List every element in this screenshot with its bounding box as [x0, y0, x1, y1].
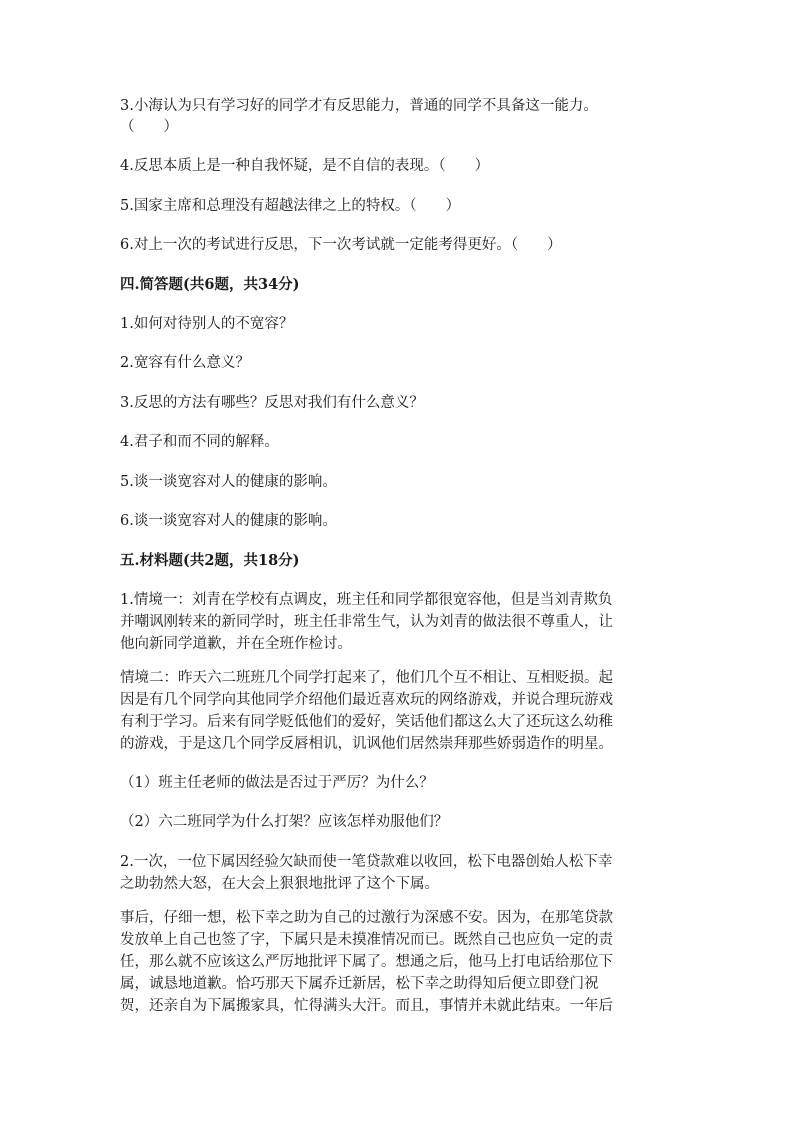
short-answer-5: 5.谈一谈宽容对人的健康的影响。: [120, 474, 337, 490]
question-6: 6.对上一次的考试进行反思，下一次考试就一定能考得更好。（ ）: [120, 237, 562, 253]
material-1-scene-1-line: 他向新同学道歉，并在全班作检讨。: [120, 636, 352, 652]
section-5-title: 五.材料题(共2题，共18分): [120, 552, 300, 569]
question-5: 5.国家主席和总理没有超越法律之上的特权。（ ）: [120, 198, 461, 214]
material-1-question-2: （2）六二班同学为什么打架？应该怎样劝服他们？: [120, 814, 449, 830]
material-2-body-line: 任，那么就不应该这么严厉地批评下属了。想通之后，他马上打电话给那位下: [120, 954, 613, 970]
material-2-body-line: 贺，还亲自为下属搬家具，忙得满头大汗。而且，事情并未就此结束。一年后: [120, 998, 613, 1014]
question-4: 4.反思本质上是一种自我怀疑，是不自信的表现。（ ）: [120, 158, 490, 174]
material-2-body-line: 事后，仔细一想，松下幸之助为自己的过激行为深感不安。因为，在那笔贷款: [120, 910, 613, 926]
material-2-body-line: 发放单上自己也签了字，下属只是未摸准情况而已。既然自己也应负一定的责: [120, 932, 613, 948]
short-answer-1: 1.如何对待别人的不宽容？: [120, 316, 294, 332]
material-1-scene-1-line: 1.情境一：刘青在学校有点调皮，班主任和同学都很宽容他，但是当刘青欺负: [120, 592, 613, 608]
short-answer-6: 6.谈一谈宽容对人的健康的影响。: [120, 513, 337, 529]
short-answer-2: 2.宽容有什么意义？: [120, 355, 250, 371]
material-2-body-line: 属，诚恳地道歉。恰巧那天下属乔迁新居，松下幸之助得知后便立即登门祝: [120, 976, 599, 992]
material-1-scene-2-line: 有利于学习。后来有同学贬低他们的爱好，笑话他们都这么大了还玩这么幼稚: [120, 714, 613, 730]
material-1-scene-2-line: 情境二：昨天六二班班几个同学打起来了，他们几个互不相让、互相贬损。起: [120, 670, 613, 686]
short-answer-3: 3.反思的方法有哪些？反思对我们有什么意义？: [120, 395, 424, 411]
short-answer-4: 4.君子和而不同的解释。: [120, 434, 279, 450]
material-1-scene-2-line: 的游戏，于是这几个同学反唇相讥，讥讽他们居然崇拜那些娇弱造作的明星。: [120, 736, 613, 752]
material-1-question-1: （1）班主任老师的做法是否过于严厉？为什么？: [120, 775, 434, 791]
question-3-line-2: （ ）: [120, 119, 178, 135]
material-1-scene-2-line: 因是有几个同学向其他同学介绍他们最近喜欢玩的网络游戏，并说合理玩游戏: [120, 692, 613, 708]
question-3-line-1: 3.小海认为只有学习好的同学才有反思能力，普通的同学不具备这一能力。: [120, 98, 598, 114]
material-2-intro-line: 2.一次，一位下属因经验欠缺而使一笔贷款难以收回，松下电器创始人松下幸: [120, 854, 613, 870]
material-1-scene-1-line: 并嘲讽刚转来的新同学时，班主任非常生气，认为刘青的做法很不尊重人，让: [120, 614, 613, 630]
section-4-title: 四.简答题(共6题，共34分): [120, 276, 300, 293]
material-2-intro-line: 之助勃然大怒，在大会上狠狠地批评了这个下属。: [120, 876, 439, 892]
